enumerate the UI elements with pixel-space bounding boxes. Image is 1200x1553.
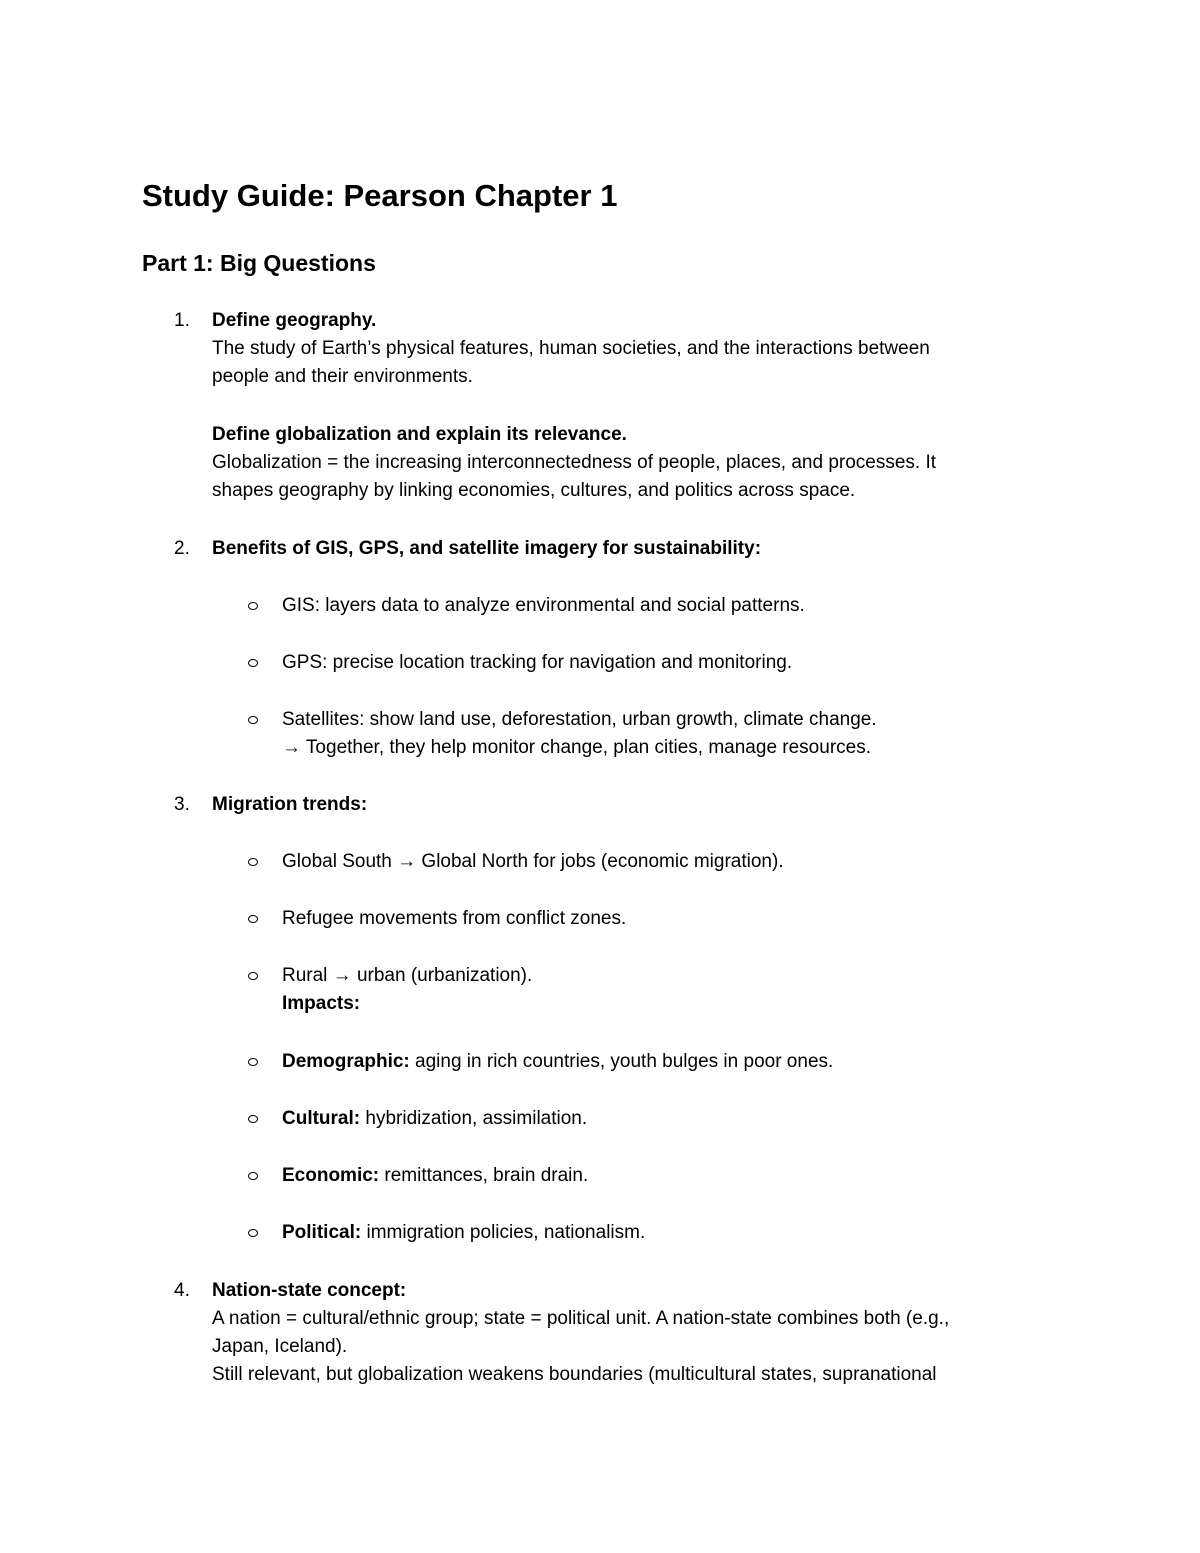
list-item <box>282 1219 645 1247</box>
impact-text: remittances, brain drain. <box>379 1165 589 1186</box>
list-item: Global South → Global North for jobs (economic migration). <box>282 851 784 872</box>
impact-label: Economic: <box>282 1165 380 1186</box>
answer-text: Still relevant, but globalization weakens boundaries (multicultural states, supranational <box>212 1364 937 1385</box>
answer-text: people and their environments. <box>212 366 473 387</box>
impact-label: Political: <box>282 1222 362 1243</box>
list-number: 4. <box>174 1280 190 1301</box>
impact-text: immigration policies, nationalism. <box>361 1222 646 1243</box>
impacts-label: Impacts: <box>282 993 361 1014</box>
question-heading: Migration trends: <box>212 794 368 815</box>
list-item: Refugee movements from conflict zones. <box>282 908 627 929</box>
bullet-icon <box>248 1058 258 1066</box>
answer-text: Globalization = the increasing interconnectedness of people, places, and processes. It <box>212 452 937 473</box>
list-number: 2. <box>174 538 190 559</box>
list-item: Rural → urban (urbanization). <box>282 965 533 986</box>
answer-text: A nation = cultural/ethnic group; state = political unit. A nation-state combines both (e.g., <box>212 1308 950 1329</box>
list-item <box>282 1105 587 1133</box>
section-heading: Part 1: Big Questions <box>142 250 376 276</box>
bullet-icon <box>248 858 258 866</box>
list-item <box>282 1162 588 1190</box>
list-item: GPS: precise location tracking for navigation and monitoring. <box>282 652 793 673</box>
bullet-icon <box>248 1115 258 1123</box>
question-heading: Benefits of GIS, GPS, and satellite imagery for sustainability: <box>212 538 762 559</box>
answer-text: → Together, they help monitor change, plan cities, manage resources. <box>282 737 871 758</box>
answer-text: Japan, Iceland). <box>212 1336 348 1357</box>
impact-text: aging in rich countries, youth bulges in poor ones. <box>409 1051 834 1072</box>
bullet-icon <box>248 1229 258 1237</box>
page-title: Study Guide: Pearson Chapter 1 <box>142 178 618 213</box>
bullet-icon <box>248 716 258 724</box>
bullet-icon <box>248 972 258 980</box>
list-number: 1. <box>174 310 190 331</box>
bullet-icon <box>248 659 258 667</box>
list-item: Satellites: show land use, deforestation, urban growth, climate change. <box>282 709 877 730</box>
question-heading: Define geography. <box>212 310 377 331</box>
list-number: 3. <box>174 794 190 815</box>
impact-label: Cultural: <box>282 1108 361 1129</box>
answer-text: shapes geography by linking economies, cultures, and politics across space. <box>212 480 856 501</box>
answer-text: The study of Earth’s physical features, human societies, and the interactions between <box>212 338 930 359</box>
bullet-icon <box>248 1172 258 1180</box>
list-item: GIS: layers data to analyze environmental and social patterns. <box>282 595 805 616</box>
question-heading: Nation-state concept: <box>212 1280 407 1301</box>
list-item <box>282 1048 833 1076</box>
impact-label: Demographic: <box>282 1051 410 1072</box>
question-heading: Define globalization and explain its relevance. <box>212 424 627 445</box>
bullet-icon <box>248 602 258 610</box>
bullet-icon <box>248 915 258 923</box>
impact-text: hybridization, assimilation. <box>360 1108 588 1129</box>
